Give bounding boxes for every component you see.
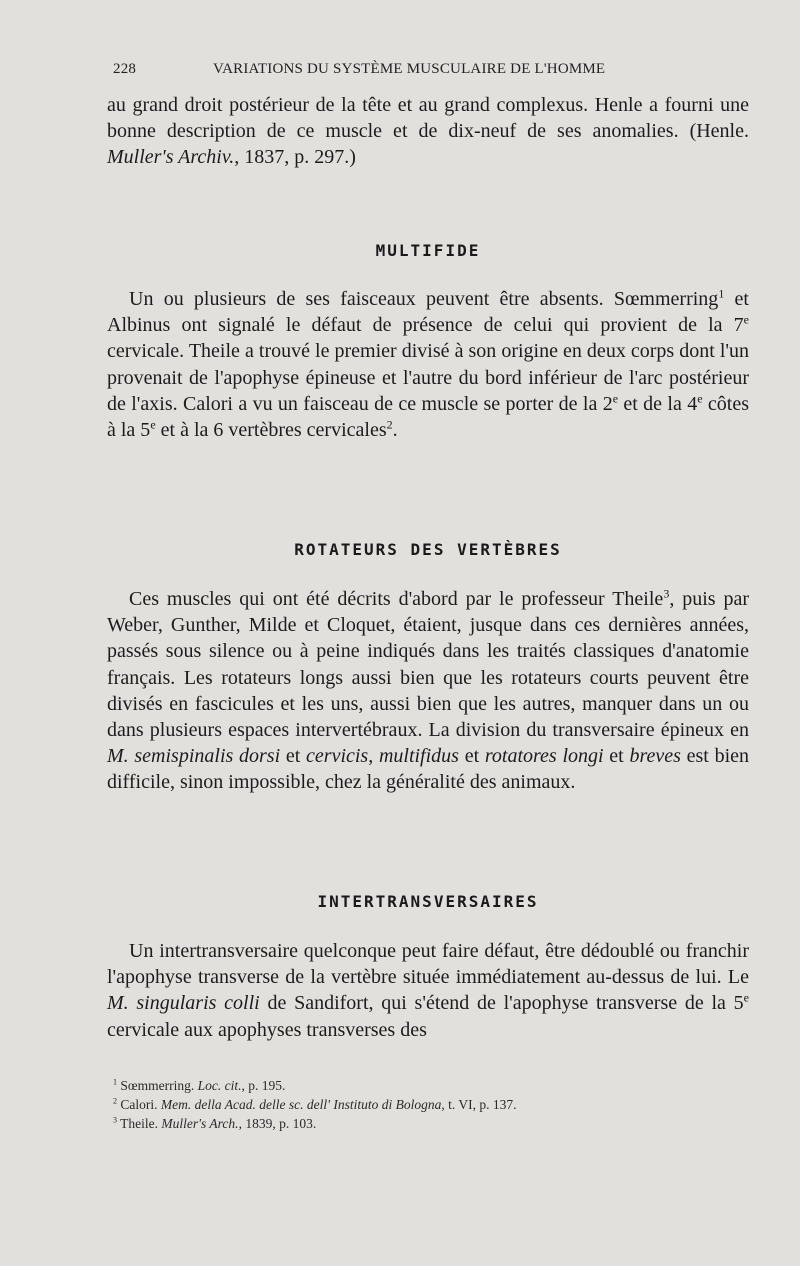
- page-number: 228: [113, 61, 137, 77]
- rotateurs-text: et: [280, 745, 307, 768]
- latin-term: breves: [629, 745, 681, 768]
- ordinal-suffix: e: [743, 990, 749, 1005]
- multifide-text: et Albinus ont signalé le défaut de présence de celui qui provient de la 7: [107, 288, 749, 337]
- intertransversaires-text: cervicale aux apophyses transverses des: [107, 1018, 427, 1041]
- footnote-ref-1[interactable]: 1: [718, 286, 725, 301]
- running-header: [113, 61, 653, 83]
- footnotes: [113, 1076, 713, 1133]
- multifide-text: .: [392, 419, 398, 442]
- footnote-mark: 1: [113, 1077, 118, 1087]
- footnote-2: [113, 1095, 713, 1114]
- rotateurs-text: et: [458, 745, 485, 768]
- footnote-tail: , 1839, p. 103.: [238, 1116, 317, 1131]
- footnote-tail: , p. 195.: [241, 1078, 286, 1093]
- footnote-1: [113, 1076, 713, 1095]
- ordinal-suffix: e: [743, 312, 749, 327]
- rotateurs-text: , puis par Weber, Gunther, Milde et Cloquet, étaient, jusque dans ces dernières années, passés sous silence ou à peine indiqués dans les traités classiques d'anatomie français. Les rotateurs longs aussi bien que les rotateurs courts peuvent être divisés en fascicules et les uns, aussi bien que les autres, manquer dans un ou dans plusieurs espaces intervertébraux. La division du transversaire épineux en: [107, 588, 749, 742]
- rotateurs-text: est bien difficile, sinon impossible, chez la généralité des animaux.: [107, 745, 750, 794]
- multifide-text: Un ou plusieurs de ses faisceaux peuvent être absents. Sœmmerring: [129, 288, 719, 310]
- latin-term: rotatores longi: [484, 745, 604, 768]
- latin-term: M. semispinalis dorsi: [107, 745, 281, 768]
- footnote-text: Sœmmerring.: [117, 1078, 198, 1093]
- multifide-paragraph: [107, 286, 749, 443]
- rotateurs-paragraph: [107, 586, 749, 796]
- footnote-3: [113, 1114, 713, 1133]
- footnote-text: Theile.: [117, 1116, 162, 1131]
- multifide-text: cervicale. Theile a trouvé le premier divisé à son origine en deux corps dont l'un provenait de l'apophyse épineuse et l'autre du bord inférieur de l'arc postérieur de l'axis. Calori a vu un faisceau de ce muscle se porter de la 2: [107, 340, 749, 415]
- footnote-text: Calori.: [117, 1097, 161, 1112]
- intro-paragraph: [107, 92, 749, 171]
- footnote-tail: , t. VI, p. 137.: [441, 1097, 517, 1112]
- heading-multifide: MULTIFIDE: [375, 241, 481, 260]
- intertransversaires-text: de Sandifort, qui s'étend de l'apophyse transverse de la 5: [259, 992, 744, 1015]
- footnote-citation: Mem. della Acad. delle sc. dell' Instituto di Bologna: [160, 1097, 442, 1112]
- intertransversaires-paragraph: [107, 938, 749, 1043]
- multifide-text: côtes à la 5: [107, 392, 750, 442]
- intro-text-end: , 1837, p. 297.): [234, 146, 356, 169]
- rotateurs-text: Ces muscles qui ont été décrits d'abord par le professeur Theile: [129, 588, 664, 610]
- multifide-text: et à la 6 vertèbres cervicales: [155, 419, 387, 442]
- latin-term: cervicis, multifidus: [306, 745, 459, 768]
- footnote-mark: 3: [113, 1115, 118, 1125]
- footnote-ref-3[interactable]: 3: [663, 586, 670, 601]
- rotateurs-text: et: [603, 745, 630, 768]
- multifide-text: et de la 4: [618, 392, 698, 415]
- ordinal-suffix: e: [697, 391, 703, 406]
- running-title: VARIATIONS DU SYSTÈME MUSCULAIRE DE L'HOMME: [213, 61, 606, 77]
- intertransversaires-text: Un intertransversaire quelconque peut faire défaut, être dédoublé ou franchir l'apophyse transverse de la vertèbre située immédiatement au-dessus de lui. Le: [107, 940, 749, 989]
- intro-text: au grand droit postérieur de la tête et au grand complexus. Henle a fourni une bonne description de ce muscle et de dix-neuf de ses anomalies. (Henle.: [107, 94, 749, 143]
- footnote-mark: 2: [113, 1096, 118, 1106]
- ordinal-suffix: e: [612, 391, 619, 406]
- footnote-citation: Loc. cit.: [197, 1078, 242, 1093]
- ordinal-suffix: e: [150, 417, 156, 432]
- heading-rotateurs: ROTATEURS DES VERTÈBRES: [294, 540, 562, 559]
- intro-citation: Muller's Archiv.: [107, 146, 235, 169]
- footnote-citation: Muller's Arch.: [161, 1116, 239, 1131]
- footnote-ref-2[interactable]: 2: [386, 417, 393, 432]
- latin-term: M. singularis colli: [107, 992, 260, 1015]
- heading-intertransversaires: INTERTRANSVERSAIRES: [317, 892, 539, 911]
